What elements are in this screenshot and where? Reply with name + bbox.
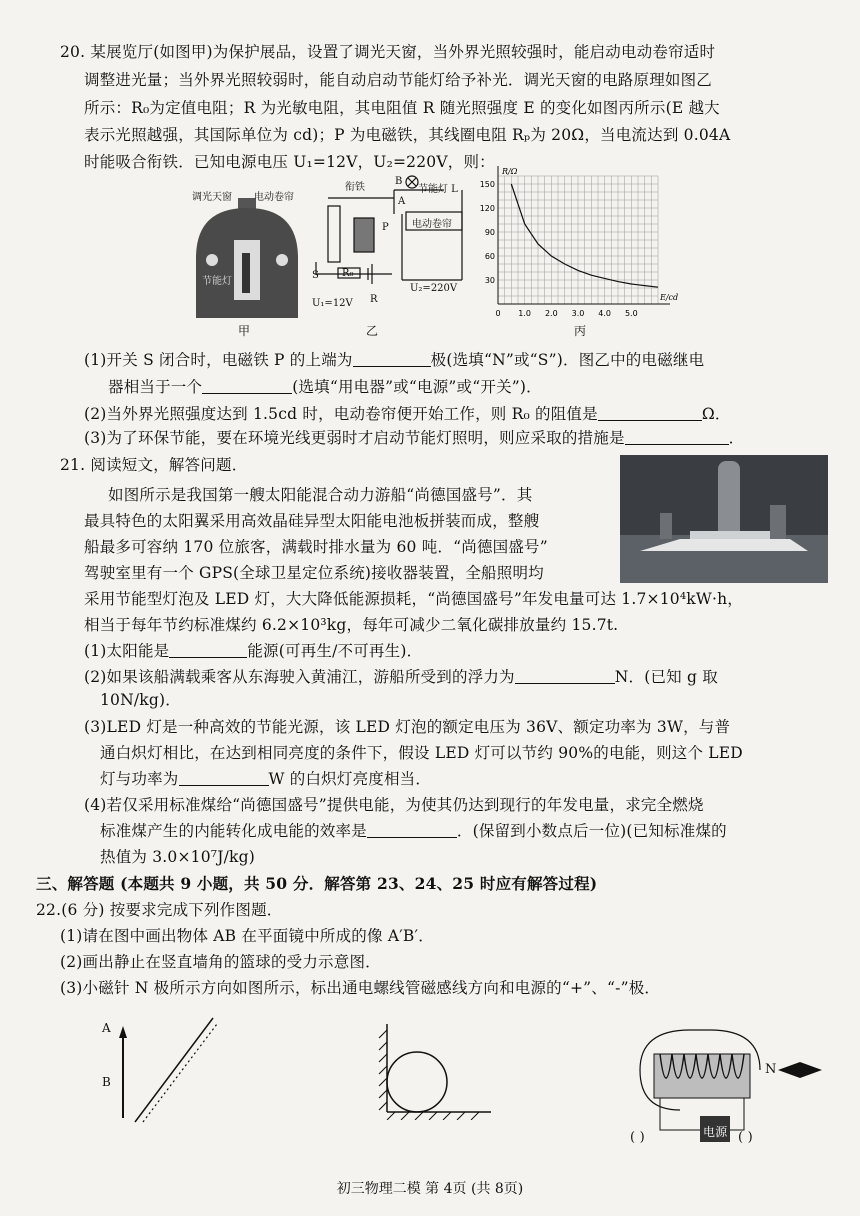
answer-blank-efficiency[interactable] <box>367 821 457 838</box>
q21-line-3: 船最多可容纳 170 位旅客，满载时排水量为 60 吨．“尚德国盛号” <box>84 538 548 556</box>
q20-number: 20. <box>60 43 86 61</box>
mirror-label-A: A <box>102 1021 111 1035</box>
q22-sub2: (2)画出静止在竖直墙角的篮球的受力示意图． <box>60 953 381 971</box>
q21-line-5: 采用节能型灯泡及 LED 灯，大大降低能源损耗，“尚德国盛号”年发电量可达 1.7×10⁴kW·h， <box>84 590 743 608</box>
needle-N-label: N <box>765 1062 777 1077</box>
y-tick-label: 120 <box>479 204 495 213</box>
terminal-right-paren: ( ) <box>738 1130 753 1145</box>
x-axis-label: E/cd <box>660 293 679 302</box>
q20-line-1: 20. 某展览厅(如图甲)为保护展品，设置了调光天窗，当外界光照较强时，能启动电动卷帘适时 <box>60 43 716 61</box>
q21-sub4-l3: 热值为 3.0×10⁷J/kg) <box>100 848 255 866</box>
jia-label-curtain: 电动卷帘 <box>254 192 294 203</box>
q21-line-2: 最具特色的太阳翼采用高效晶硅异型太阳能电池板拼装而成，整艘 <box>84 512 540 530</box>
q21-sub3-l1: (3)LED 灯是一种高效的节能光源，该 LED 灯泡的额定电压为 36V、额定功率为 3W，与普 <box>84 718 731 736</box>
q20-sub1-cont: 器相当于一个 (选填“用电器”或“电源”或“开关”)． <box>108 378 542 396</box>
q20-line-2: 调整进光量；当外界光照较弱时，能自动启动节能灯给予补光．调光天窗的电路原理如图乙 <box>84 71 713 89</box>
y-axis-label: R/Ω <box>502 167 518 176</box>
q22-sub3: (3)小磁针 N 极所示方向如图所示，标出通电螺线管磁感线方向和电源的“+”、“-”极． <box>60 979 661 997</box>
x-tick-label: 1.0 <box>518 309 532 318</box>
yi-label-B: B <box>395 176 403 187</box>
yi-label-U2: U₂=220V <box>410 283 458 294</box>
bing-caption: 丙 <box>574 324 587 338</box>
q21-line-4: 驾驶室里有一个 GPS(全球卫星定位系统)接收器装置，全船照明均 <box>84 564 544 582</box>
q21-sub4-l2: 标准煤产生的内能转化成电能的效率是 ．(保留到小数点后一位)(已知标准煤的 <box>100 822 727 840</box>
yi-label-lamp: 节能灯 L <box>418 184 458 195</box>
x-tick-label: 2.0 <box>544 309 558 318</box>
ball-corner-figure <box>375 1020 495 1120</box>
ship-photo <box>620 455 828 583</box>
answer-blank-r0[interactable] <box>598 404 702 421</box>
q20-sub3: (3)为了环保节能，要在环境光线更弱时才启动节能灯照明，则应采取的措施是 ． <box>84 429 745 447</box>
q21-sub2-cont: 10N/kg)． <box>100 691 181 709</box>
x-tick-label: 0 <box>495 309 501 318</box>
terminal-left-paren: ( ) <box>630 1130 645 1145</box>
x-tick-label: 4.0 <box>598 309 612 318</box>
jia-lamp-left-label: 节能灯 <box>202 276 232 287</box>
y-tick-label: 60 <box>484 252 495 261</box>
answer-blank-pole[interactable] <box>353 350 431 367</box>
y-tick-label: 30 <box>484 276 495 285</box>
x-tick-label: 3.0 <box>571 309 585 318</box>
yi-label-S: S <box>312 270 319 281</box>
yi-label-curtain-box: 电动卷帘 <box>412 219 452 230</box>
jia-label-skylight: 调光天窗 <box>192 192 232 203</box>
answer-blank-measure[interactable] <box>625 428 729 445</box>
q22-sub1: (1)请在图中画出物体 AB 在平面镜中所成的像 A′B′． <box>60 927 434 945</box>
section-3-heading: 三、解答题 (本题共 9 小题，共 50 分．解答第 23、24、25 时应有解答过程) <box>36 874 598 893</box>
yi-label-U1: U₁=12V <box>312 298 353 309</box>
mirror-figure <box>95 1010 225 1130</box>
q21-sub2: (2)如果该船满载乘客从东海驶入黄浦江，游船所受到的浮力为 N．(已知 g 取 <box>84 668 718 686</box>
page-footer: 初三物理二模 第 4页 (共 8页) <box>336 1181 524 1197</box>
q20-line-5: 时能吸合衔铁．已知电源电压 U₁=12V，U₂=220V，则： <box>84 153 495 171</box>
q20-sub2: (2)当外界光照强度达到 1.5cd 时，电动卷帘便开始工作，则 R₀ 的阻值是 Ω． <box>84 405 731 423</box>
answer-blank-relay[interactable] <box>202 377 292 394</box>
yi-label-P: P <box>382 222 389 233</box>
q21-sub3-l3: 灯与功率为 W 的白炽灯亮度相当． <box>100 770 432 788</box>
yi-caption: 乙 <box>366 324 379 338</box>
jia-caption: 甲 <box>238 324 251 338</box>
q20-line-4: 表示光照越强，其国际单位为 cd)；P 为电磁铁，其线圈电阻 Rₚ为 20Ω，当电流达到 0.04A <box>84 126 731 144</box>
q21-sub3-l2: 通白炽灯相比，在达到相同亮度的条件下，假设 LED 灯可以节约 90%的电能，则这个 LED <box>100 744 743 762</box>
y-tick-label: 150 <box>479 180 495 189</box>
q21-line-1: 如图所示是我国第一艘太阳能混合动力游船“尚德国盛号”．其 <box>108 486 533 504</box>
yi-label-A: A <box>398 196 406 207</box>
q20-sub1: (1)开关 S 闭合时，电磁铁 P 的上端为 极(选填“N”或“S”)．图乙中的电磁继电 <box>84 351 705 369</box>
q21-title: 21. 阅读短文，解答问题． <box>60 456 248 474</box>
q21-sub1: (1)太阳能是 能源(可再生/不可再生)． <box>84 642 423 660</box>
q21-line-6: 相当于每年节约标准煤约 6.2×10³kg，每年可减少二氧化碳排放量约 15.7t. <box>84 616 619 634</box>
yi-label-R0: R₀ <box>342 268 354 279</box>
solenoid-figure <box>620 1020 840 1150</box>
yi-label-R: R <box>370 294 378 305</box>
y-tick-label: 90 <box>484 228 495 237</box>
q20-line-3: 所示：R₀为定值电阻；R 为光敏电阻，其电阻值 R 随光照强度 E 的变化如图丙所示(E 越大 <box>84 99 720 117</box>
x-tick-label: 5.0 <box>624 309 638 318</box>
yi-label-armature: 衔铁 <box>345 182 365 193</box>
answer-blank-renewable[interactable] <box>169 641 247 658</box>
q22-title: 22.(6 分) 按要求完成下列作图题． <box>36 901 283 919</box>
figure-bing-chart <box>478 166 688 324</box>
mirror-label-B: B <box>102 1075 112 1089</box>
q21-sub4-l1: (4)若仅采用标准煤给“尚德国盛号”提供电能，为使其仍达到现行的年发电量，求完全燃烧 <box>84 796 704 814</box>
power-source-label: 电源 <box>703 1125 728 1139</box>
answer-blank-buoyancy[interactable] <box>515 667 615 684</box>
answer-blank-power[interactable] <box>179 769 269 786</box>
